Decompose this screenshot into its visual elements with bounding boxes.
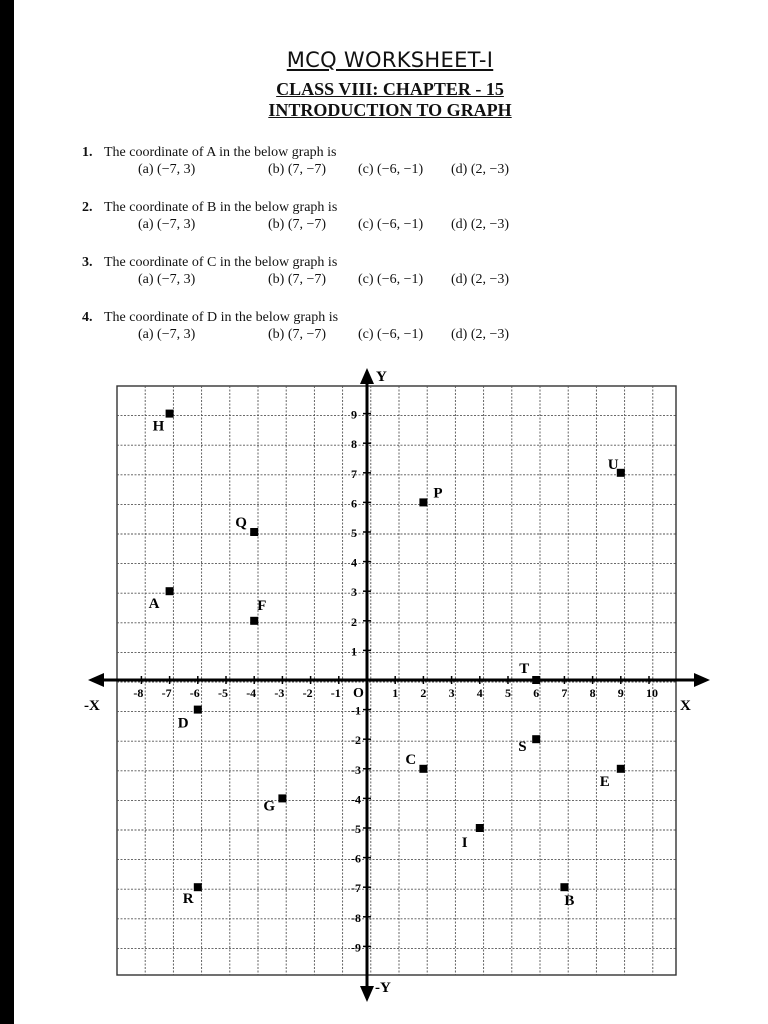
- neg-x-axis-label: -X: [84, 698, 100, 714]
- option-d[interactable]: (d) (2, −3): [451, 272, 510, 287]
- y-tick-label: -1: [351, 703, 361, 718]
- x-tick-label: 1: [392, 686, 399, 700]
- option-b[interactable]: (b) (7, −7): [268, 327, 327, 342]
- x-axis-label: X: [680, 698, 691, 714]
- question-text: The coordinate of D in the below graph is: [104, 310, 339, 325]
- y-tick-label: 9: [351, 407, 357, 422]
- option-a[interactable]: (a) (−7, 3): [138, 217, 196, 232]
- point-marker-p: [419, 498, 427, 506]
- y-tick-label: 7: [351, 466, 357, 481]
- question-number: 1.: [82, 145, 93, 160]
- x-axis-arrow-left-icon: [88, 673, 104, 687]
- plotted-points: [148, 407, 625, 910]
- point-marker-h: [166, 410, 174, 418]
- x-tick-label: -1: [330, 686, 341, 700]
- point-marker-q: [250, 528, 258, 536]
- x-tick-label: 8: [589, 686, 596, 700]
- x-tick-label: 9: [617, 686, 624, 700]
- point-label-a: A: [148, 596, 160, 613]
- option-d[interactable]: (d) (2, −3): [451, 327, 510, 342]
- point-marker-a: [166, 587, 174, 595]
- x-tick-label: -8: [133, 686, 144, 700]
- point-label-f: F: [257, 597, 267, 614]
- chapter-title-heading: INTRODUCTION TO GRAPH: [268, 100, 512, 120]
- x-tick-label: -5: [218, 686, 228, 700]
- point-label-r: R: [182, 891, 194, 908]
- point-label-s: S: [518, 739, 527, 756]
- y-tick-label: -5: [351, 822, 361, 836]
- y-tick-label: -6: [351, 851, 361, 866]
- point-marker-d: [194, 706, 202, 714]
- question-text: The coordinate of A in the below graph is: [104, 145, 337, 160]
- point-label-p: P: [433, 485, 443, 502]
- x-tick-label: 4: [476, 686, 483, 700]
- y-tick-label: -9: [351, 940, 361, 955]
- x-tick-label: 6: [533, 686, 540, 700]
- point-marker-e: [617, 765, 625, 773]
- y-tick-label: 6: [351, 496, 357, 511]
- option-d[interactable]: (d) (2, −3): [451, 217, 510, 232]
- y-axis-arrow-up-icon: [360, 368, 374, 384]
- y-axis-arrow-down-icon: [360, 986, 374, 1002]
- point-label-d: D: [177, 715, 189, 732]
- y-tick-label: 1: [351, 644, 357, 659]
- x-tick-label: 3: [448, 686, 455, 700]
- x-tick-label: -2: [302, 686, 313, 700]
- option-b[interactable]: (b) (7, −7): [268, 162, 327, 177]
- option-b[interactable]: (b) (7, −7): [268, 217, 327, 232]
- option-b[interactable]: (b) (7, −7): [268, 272, 327, 287]
- option-c[interactable]: (c) (−6, −1): [358, 162, 424, 177]
- point-marker-g: [278, 794, 286, 802]
- point-label-e: E: [599, 773, 610, 790]
- point-label-t: T: [519, 661, 530, 677]
- point-label-u: U: [607, 456, 619, 473]
- worksheet-title: MCQ WORKSHEET-I: [286, 48, 494, 72]
- x-tick-label: 7: [561, 686, 568, 700]
- option-c[interactable]: (c) (−6, −1): [358, 327, 424, 342]
- point-label-b: B: [564, 893, 575, 910]
- point-label-c: C: [405, 751, 417, 768]
- point-label-h: H: [152, 418, 165, 435]
- point-marker-i: [476, 824, 484, 832]
- question-number: 4.: [82, 310, 93, 325]
- y-tick-label: -7: [351, 881, 361, 896]
- point-marker-f: [250, 617, 258, 625]
- x-tick-label: 2: [420, 686, 427, 700]
- point-marker-r: [194, 883, 202, 891]
- neg-y-axis-label: -Y: [375, 980, 391, 996]
- y-tick-label: 3: [351, 585, 357, 600]
- question-text: The coordinate of C in the below graph is: [104, 255, 338, 270]
- point-label-q: Q: [235, 515, 247, 531]
- y-tick-label: -8: [351, 910, 361, 925]
- question-text: The coordinate of B in the below graph is: [104, 200, 338, 215]
- x-tick-label: 5: [505, 686, 511, 700]
- x-tick-label: -4: [246, 686, 257, 700]
- option-c[interactable]: (c) (−6, −1): [358, 272, 424, 287]
- point-marker-t: [532, 676, 540, 684]
- option-a[interactable]: (a) (−7, 3): [138, 327, 196, 342]
- y-tick-label: -3: [351, 762, 361, 777]
- y-tick-label: 4: [351, 555, 357, 570]
- x-tick-label: 10: [646, 686, 658, 700]
- question-number: 3.: [82, 255, 93, 270]
- point-marker-c: [419, 765, 427, 773]
- option-c[interactable]: (c) (−6, −1): [358, 217, 424, 232]
- x-axis-arrow-right-icon: [694, 673, 710, 687]
- origin-label: O: [353, 686, 364, 701]
- y-tick-label: -2: [351, 733, 361, 748]
- y-tick-label: -4: [351, 792, 361, 807]
- option-d[interactable]: (d) (2, −3): [451, 162, 510, 177]
- y-tick-label: 8: [351, 437, 357, 452]
- point-label-i: I: [461, 835, 468, 851]
- point-marker-b: [560, 883, 568, 891]
- question-number: 2.: [82, 200, 93, 215]
- option-a[interactable]: (a) (−7, 3): [138, 272, 196, 287]
- point-marker-s: [532, 735, 540, 743]
- point-label-g: G: [263, 798, 276, 815]
- x-tick-label: -3: [274, 686, 285, 700]
- y-tick-label: 5: [351, 526, 357, 540]
- x-tick-label: -7: [161, 686, 172, 700]
- option-a[interactable]: (a) (−7, 3): [138, 162, 196, 177]
- y-axis-label: Y: [376, 369, 387, 385]
- class-chapter-heading: CLASS VIII: CHAPTER - 15: [276, 79, 504, 99]
- x-tick-label: -6: [189, 686, 200, 700]
- y-tick-label: 2: [351, 614, 357, 629]
